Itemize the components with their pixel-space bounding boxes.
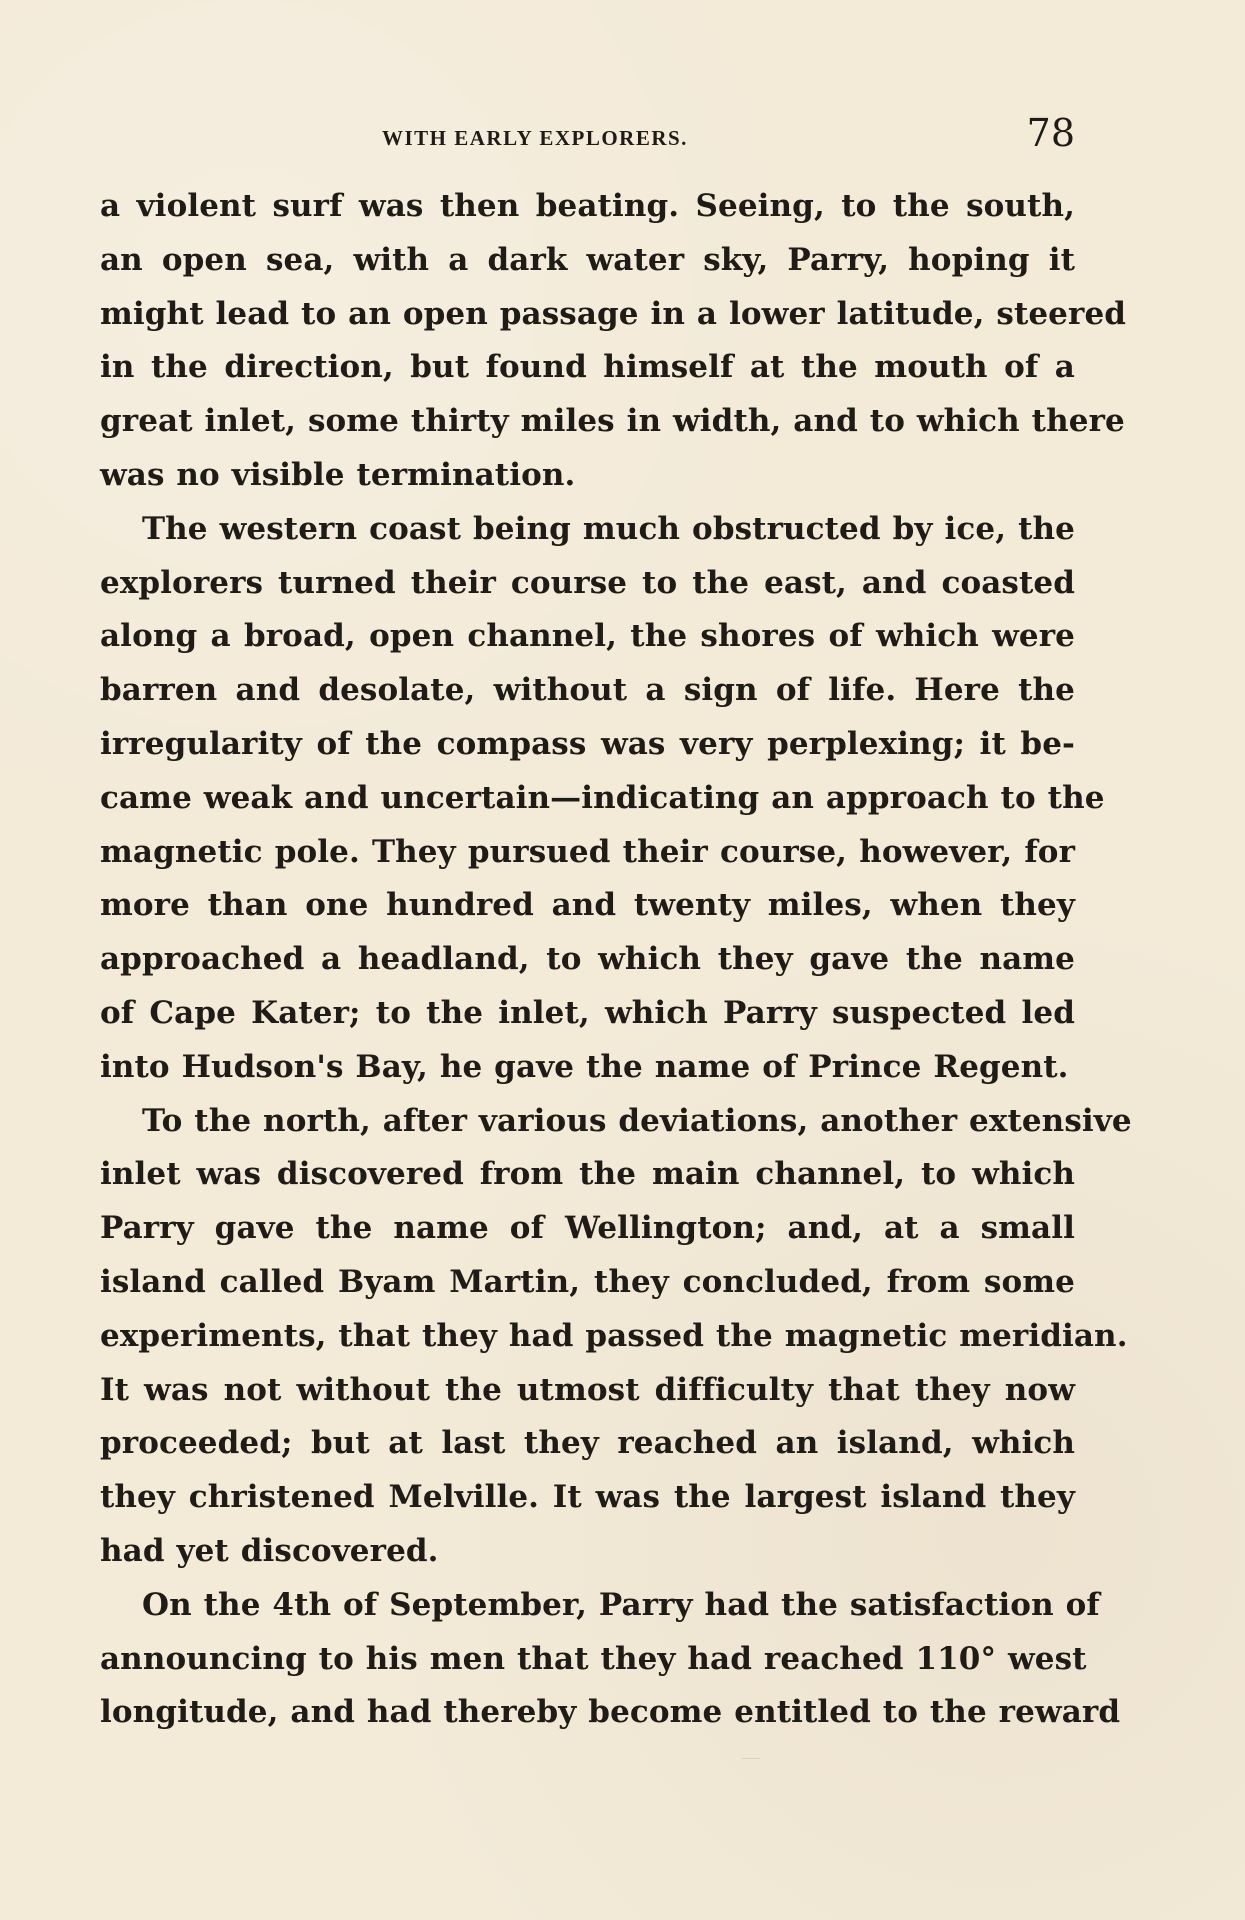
- page-text: [100, 180, 1132, 1740]
- text-line: longitude, and had thereby become entitled to the reward: [100, 1694, 1121, 1731]
- text-line: they christened Melville. It was the largest island they: [100, 1479, 1075, 1516]
- text-line: more than one hundred and twenty miles, when they: [100, 887, 1075, 924]
- text-line: was no visible termination.: [100, 456, 576, 493]
- running-head: WITH EARLY EXPLORERS.: [382, 126, 688, 150]
- text-line: It was not without the utmost difficulty that they now: [100, 1371, 1075, 1408]
- scan-mark: [742, 1758, 760, 1759]
- text-line: island called Byam Martin, they concluded, from some: [100, 1263, 1075, 1300]
- text-line: great inlet, some thirty miles in width, and to which there: [100, 403, 1125, 440]
- text-line: came weak and uncertain—indicating an approach to the: [100, 779, 1105, 816]
- text-line: experiments, that they had passed the magnetic meridian.: [100, 1317, 1128, 1354]
- text-line: into Hudson's Bay, he gave the name of Prince Regent.: [100, 1048, 1069, 1085]
- text-line: a violent surf was then beating. Seeing, to the south,: [100, 188, 1075, 224]
- text-line: of Cape Kater; to the inlet, which Parry suspected led: [100, 994, 1075, 1031]
- paragraph-start-line: On the 4th of September, Parry had the satisfaction of: [142, 1586, 1100, 1623]
- text-line: Parry gave the name of Wellington; and, at a small: [100, 1210, 1075, 1247]
- text-line: barren and desolate, without a sign of life. Here the: [100, 672, 1075, 709]
- text-line: irregularity of the compass was very perplexing; it be-: [100, 725, 1075, 762]
- text-line: proceeded; but at last they reached an island, which: [100, 1425, 1075, 1462]
- text-line: inlet was discovered from the main channel, to which: [100, 1156, 1075, 1193]
- paragraph-start-line: The western coast being much obstructed by ice, the: [142, 510, 1075, 547]
- text-line: along a broad, open channel, the shores of which were: [100, 618, 1075, 655]
- page-header: [100, 112, 1075, 160]
- text-line: had yet discovered.: [100, 1532, 439, 1569]
- text-line: might lead to an open passage in a lower latitude, steered: [100, 295, 1127, 332]
- text-line: in the direction, but found himself at the mouth of a: [100, 349, 1075, 386]
- text-line: an open sea, with a dark water sky, Parry, hoping it: [100, 241, 1075, 278]
- page-number: 78: [1026, 111, 1075, 155]
- text-line: magnetic pole. They pursued their course, however, for: [100, 833, 1075, 870]
- paragraph-start-line: To the north, after various deviations, another extensive: [142, 1102, 1132, 1139]
- text-line: announcing to his men that they had reached 110° west: [100, 1640, 1087, 1677]
- text-line: approached a headland, to which they gave the name: [100, 941, 1075, 978]
- text-line: explorers turned their course to the east, and coasted: [100, 564, 1075, 601]
